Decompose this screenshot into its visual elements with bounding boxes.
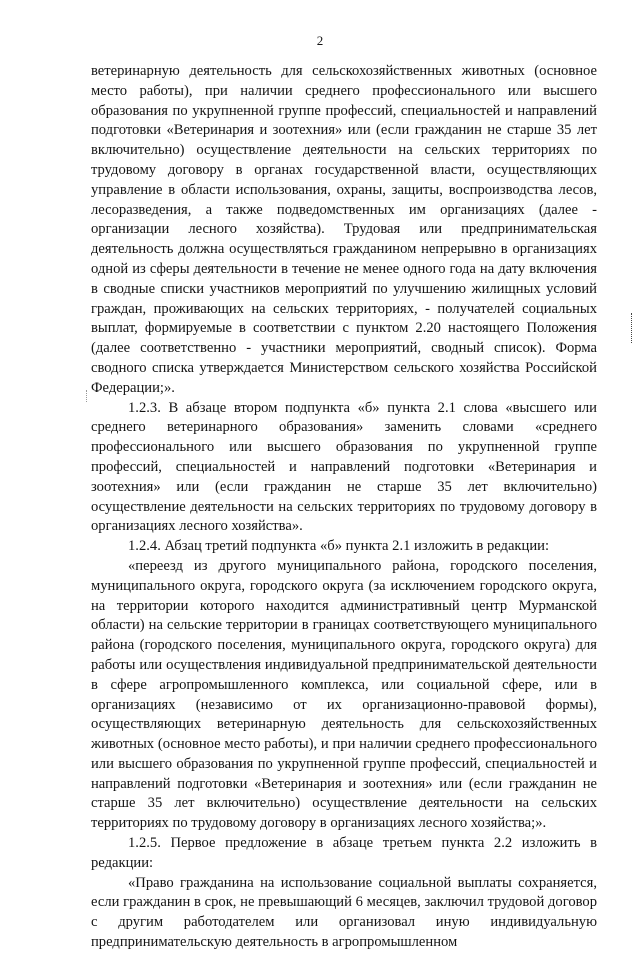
paragraph-1-2-5: 1.2.5. Первое предложение в абзаце третьем пункта 2.2 изложить в редакции: — [91, 835, 597, 871]
scan-artifact — [86, 390, 88, 402]
paragraph-quote-relocation: «переезд из другого муниципального района, городского поселения, муниципального округа, городского округа (за исключением городского округа, на территории которого находится административный центр Мурманской области) на сельские территории в границах соответствующего муниципального района (городского поселения, муниципального округа, городского округа) для работы или осуществления индивидуальной предпринимательской деятельности в сфере агропромышленного комплекса, или социальной сфере, или в организациях (независимо от их организационно-правовой формы), осуществляющих ветеринарную деятельность для сельскохозяйственных животных (основное место работы), и при наличии среднего профессионального или высшего образования по укрупненной группе профессий, специальностей и направлений подготовки «Ветеринария и зоотехния» или (если гражданин не старше 35 лет включительно) осуществление деятельности на сельских территориях по трудовому договору в организациях лесного хозяйства;». — [91, 557, 597, 832]
document-body — [91, 62, 597, 953]
paragraph-1-2-3: 1.2.3. В абзаце втором подпункта «б» пункта 2.1 слова «высшего или среднего ветеринарного образования» заменить словами «среднего профессионального или высшего образования по укрупненной группе профессий, специальностей и направлений подготовки «Ветеринария и зоотехния» или (если гражданин не старше 35 лет включительно) осуществление деятельности на сельских территориях по трудовому договору в организациях лесного хозяйства». — [91, 399, 597, 535]
paragraph-quote-right: «Право гражданина на использование социальной выплаты сохраняется, если гражданин в срок, не превышающий 6 месяцев, заключил трудовой договор с другим работодателем или организовал иную индивидуальную предпринимательскую деятельность в агропромышленном — [91, 874, 597, 951]
margin-mark — [631, 313, 634, 343]
paragraph-continuation: ветеринарную деятельность для сельскохозяйственных животных (основное место работы), при наличии среднего профессионального или высшего образования по укрупненной группе профессий, специальностей и направлений подготовки «Ветеринария и зоотехния» или (если гражданин не старше 35 лет включительно) осуществление деятельности на сельских территориях по трудовому договору в органах государственной власти, осуществляющих управление в области использования, охраны, защиты, воспроизводства лесов, лесоразведения, а также подведомственных им организациях (далее - организации лесного хозяйства). Трудовая или предпринимательская деятельность должна осуществляться гражданином непрерывно в организациях одной из сферы деятельности в течение не менее одного года на дату включения в сводные списки участников мероприятий по улучшению жилищных условий граждан, проживающих на сельских территориях, - получателей социальных выплат, формируемые в соответствии с пунктом 2.20 настоящего Положения (далее соответственно - участники мероприятий, сводный список). Форма сводного списка утверждается Министерством сельского хозяйства Российской Федерации;». — [91, 63, 597, 396]
page-number: 2 — [316, 33, 324, 48]
paragraph-1-2-4: 1.2.4. Абзац третий подпункта «б» пункта 2.1 изложить в редакции: — [128, 538, 550, 555]
